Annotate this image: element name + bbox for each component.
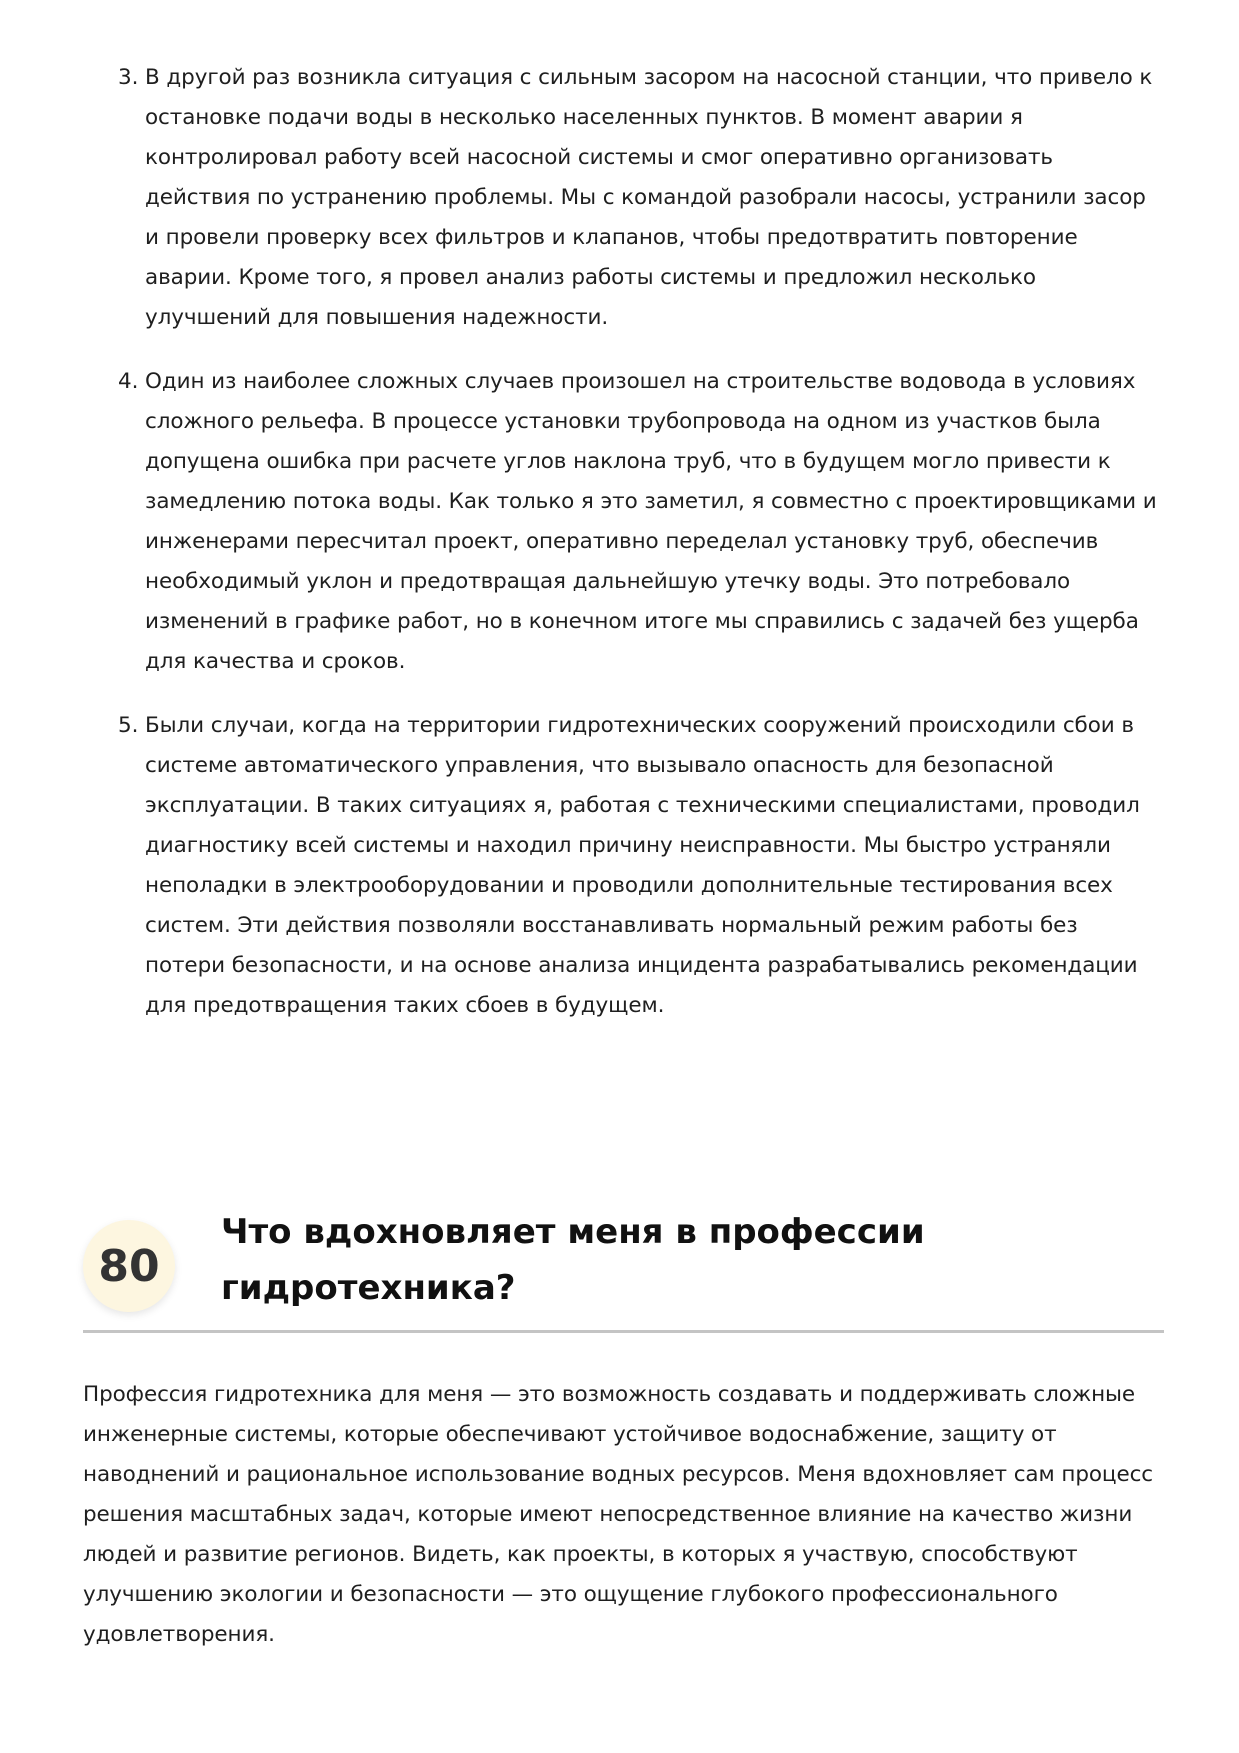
list-item-text: Были случаи, когда на территории гидротехнических сооружений происходили сбои в системе автоматического управления, что вызывало опасность для безопасной эксплуатации. В таких ситуациях я, работая с техническими специалистами, проводил диагностику всей системы и находил причину неисправности. Мы быстро устраняли неполадки в электрооборудовании и проводили дополнительные тестирования всех систем. Эти действия позволяли восстанавливать нормальный режим работы без потери безопасности, и на основе анализа инцидента разрабатывались рекомендации для предотвращения таких сбоев в будущем. bbox=[145, 713, 1140, 1018]
question-number-badge: 80 bbox=[83, 1220, 175, 1312]
list-item-number: 3. bbox=[118, 65, 139, 90]
list-item-5 bbox=[120, 706, 1160, 1026]
section-divider bbox=[83, 1330, 1164, 1333]
numbered-list bbox=[120, 58, 1160, 1050]
list-item-3 bbox=[120, 58, 1160, 338]
list-item-text: В другой раз возникла ситуация с сильным засором на насосной станции, что привело к остановке подачи воды в несколько населенных пунктов. В момент аварии я контролировал работу всей насосной системы и смог оперативно организовать действия по устранению проблемы. Мы с командой разобрали насосы, устранили засор и провели проверку всех фильтров и клапанов, чтобы предотвратить повторение аварии. Кроме того, я провел анализ работы системы и предложил несколько улучшений для повышения надежности. bbox=[145, 65, 1153, 330]
section-heading: Что вдохновляет меня в профессии гидротехника? bbox=[221, 1212, 925, 1308]
answer-paragraph: Профессия гидротехника для меня — это возможность создавать и поддерживать сложные инженерные системы, которые обеспечивают устойчивое водоснабжение, защиту от наводнений и рациональное использование водных ресурсов. Меня вдохновляет сам процесс решения масштабных задач, которые имеют непосредственное влияние на качество жизни людей и развитие регионов. Видеть, как проекты, в которых я участвую, способствуют улучшению экологии и безопасности — это ощущение глубокого профессионального удовлетворения. bbox=[83, 1382, 1154, 1647]
list-item-text: Один из наиболее сложных случаев произошел на строительстве водовода в условиях сложного рельефа. В процессе установки трубопровода на одном из участков была допущена ошибка при расчете углов наклона труб, что в будущем могло привести к замедлению потока воды. Как только я это заметил, я совместно с проектировщиками и инженерами пересчитал проект, оперативно переделал установку труб, обеспечив необходимый уклон и предотвращая дальнейшую утечку воды. Это потребовало изменений в графике работ, но в конечном итоге мы справились с задачей без ущерба для качества и сроков. bbox=[145, 369, 1157, 674]
list-item-4 bbox=[120, 362, 1160, 682]
list-item-number: 4. bbox=[118, 369, 139, 394]
list-item-number: 5. bbox=[118, 713, 139, 738]
